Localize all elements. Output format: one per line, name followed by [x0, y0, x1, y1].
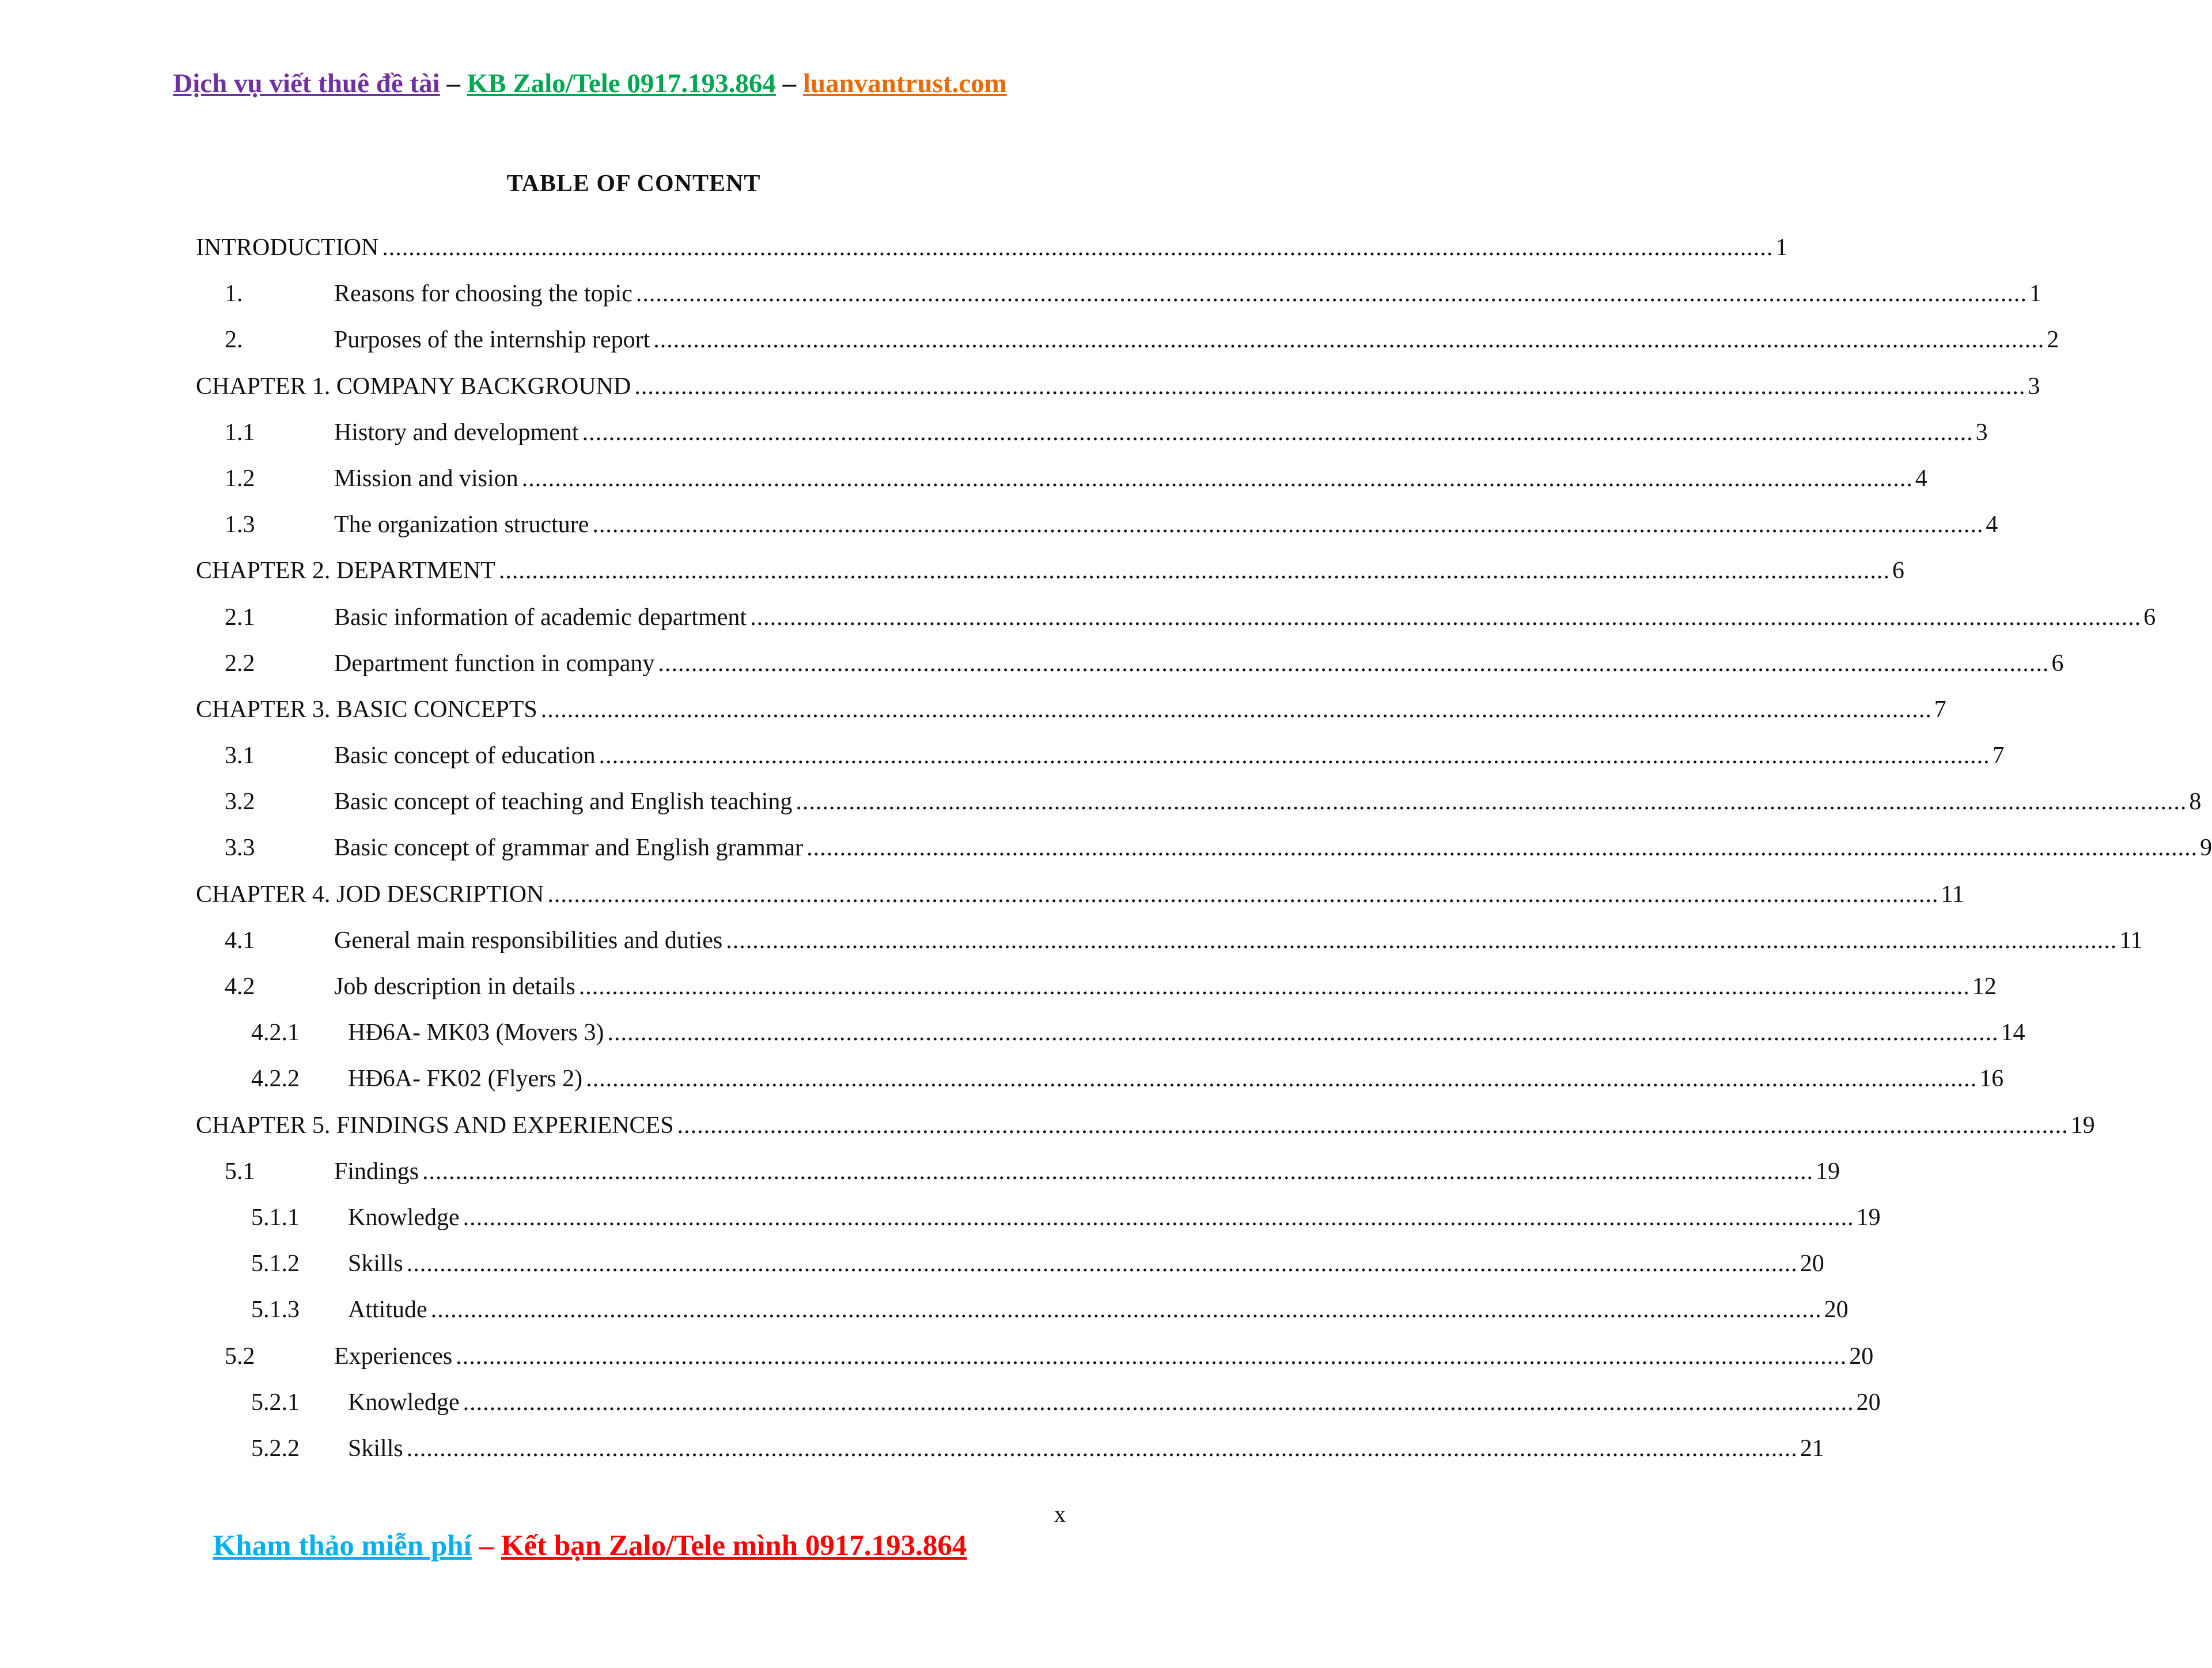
toc-entry-page: 14 — [2001, 1019, 2025, 1047]
toc-entry-page: 3 — [2028, 373, 2040, 400]
toc-entry-page: 11 — [1941, 881, 1964, 908]
toc-dot-leader: .................................................................................................................................................................................................................. — [586, 1066, 1978, 1093]
toc-entry[interactable] — [196, 1014, 2025, 1060]
toc-entry-page: 20 — [1824, 1297, 1849, 1324]
toc-entry-number: 5.2 — [225, 1343, 255, 1370]
toc-entry-title: CHAPTER 2. DEPARTMENT — [196, 558, 495, 585]
header-separator: – — [775, 69, 803, 98]
toc-dot-leader: .................................................................................................................................................................................................................. — [599, 742, 1990, 769]
toc-dot-leader: .................................................................................................................................................................................................................. — [547, 881, 1939, 908]
toc-dot-leader: .................................................................................................................................................................................................................. — [521, 465, 1913, 492]
footer-reference-link[interactable]: Kham thảo miễn phí — [213, 1530, 472, 1562]
toc-entry-number: 5.1.1 — [251, 1204, 300, 1231]
toc-entry-page: 19 — [2070, 1112, 2095, 1139]
toc-entry-title: Knowledge — [348, 1389, 460, 1416]
toc-entry-title: Findings — [334, 1158, 419, 1185]
toc-entry-title: Knowledge — [348, 1204, 460, 1231]
toc-entry[interactable] — [196, 829, 2212, 875]
toc-dot-leader: .................................................................................................................................................................................................................. — [796, 788, 2187, 816]
toc-entry[interactable] — [196, 1107, 2095, 1153]
page-header-banner — [0, 68, 1180, 99]
toc-entry[interactable] — [196, 645, 2064, 691]
toc-entry-title: CHAPTER 1. COMPANY BACKGROUND — [196, 373, 631, 400]
toc-entry-title: INTRODUCTION — [196, 234, 379, 261]
toc-entry[interactable] — [196, 922, 2143, 968]
toc-entry-page: 19 — [1856, 1204, 1881, 1231]
header-contact-link[interactable]: KB Zalo/Tele 0917.193.864 — [467, 69, 776, 98]
toc-entry-page: 21 — [1800, 1435, 1824, 1462]
toc-entry[interactable] — [196, 691, 1946, 737]
toc-dot-leader: .................................................................................................................................................................................................................. — [540, 696, 1932, 723]
toc-dot-leader: .................................................................................................................................................................................................................. — [498, 558, 1890, 585]
toc-entry-number: 4.2.1 — [251, 1019, 300, 1047]
toc-entry-page: 4 — [1915, 465, 1927, 492]
toc-entry-number: 5.1.3 — [251, 1297, 300, 1324]
toc-entry[interactable] — [196, 1430, 1824, 1476]
toc-entry-title: Mission and vision — [334, 465, 518, 492]
footer-contact-link[interactable]: Kết bạn Zalo/Tele mình 0917.193.864 — [501, 1530, 967, 1562]
toc-entry[interactable] — [196, 783, 2202, 829]
toc-entry[interactable] — [196, 275, 2041, 321]
toc-entry-number: 1.2 — [225, 465, 255, 492]
toc-dot-leader: .................................................................................................................................................................................................................. — [463, 1204, 1854, 1231]
toc-entry-title: Attitude — [348, 1297, 427, 1324]
toc-dot-leader: .................................................................................................................................................................................................................. — [677, 1112, 2069, 1139]
toc-entry-page: 2 — [2047, 327, 2059, 354]
page-number-marker: x — [1054, 1501, 1066, 1527]
toc-entry-title: Basic concept of teaching and English teaching — [334, 788, 793, 816]
toc-entry-number: 4.1 — [225, 927, 255, 954]
toc-entry-title: Job description in details — [334, 973, 575, 1000]
toc-entry-page: 3 — [1975, 419, 1988, 446]
toc-entry-page: 16 — [1979, 1066, 2004, 1093]
toc-entry-title: History and development — [334, 419, 579, 446]
toc-entry-title: CHAPTER 4. JOD DESCRIPTION — [196, 881, 544, 908]
toc-dot-leader: .................................................................................................................................................................................................................. — [634, 373, 2026, 400]
toc-entry[interactable] — [196, 1153, 1840, 1199]
toc-entry-title: Experiences — [334, 1343, 453, 1370]
toc-entry[interactable] — [196, 321, 2059, 367]
toc-entry[interactable] — [196, 1384, 1881, 1430]
toc-dot-leader: .................................................................................................................................................................................................................. — [382, 234, 1774, 261]
toc-entry-page: 9 — [2200, 835, 2212, 862]
toc-entry-page: 7 — [1934, 696, 1946, 723]
toc-entry-title: Purposes of the internship report — [334, 327, 650, 354]
toc-dot-leader: .................................................................................................................................................................................................................. — [406, 1435, 1798, 1462]
toc-entry-page: 20 — [1856, 1389, 1881, 1416]
header-website-link[interactable]: luanvantrust.com — [802, 69, 1007, 98]
toc-entry-title: HĐ6A- FK02 (Flyers 2) — [348, 1066, 583, 1093]
toc-entry[interactable] — [196, 1291, 1849, 1337]
toc-dot-leader: .................................................................................................................................................................................................................. — [592, 511, 1984, 539]
toc-entry-page: 1 — [2029, 280, 2041, 308]
toc-entry-title: Basic information of academic department — [334, 604, 747, 631]
toc-entry-page: 12 — [1972, 973, 1997, 1000]
toc-entry[interactable] — [196, 737, 2005, 783]
toc-entry-page: 19 — [1816, 1158, 1840, 1185]
toc-entry[interactable] — [196, 1338, 1874, 1384]
toc-entry-title: Skills — [348, 1435, 403, 1462]
toc-entry-number: 2. — [225, 327, 243, 354]
toc-entry-page: 6 — [1892, 558, 1904, 585]
toc-entry-title: General main responsibilities and duties — [334, 927, 723, 954]
toc-entry-page: 7 — [1992, 742, 2005, 769]
toc-entry[interactable] — [196, 1245, 1824, 1291]
toc-entry[interactable] — [196, 229, 1788, 275]
toc-entry[interactable] — [196, 1060, 2004, 1106]
toc-dot-leader: .................................................................................................................................................................................................................. — [406, 1250, 1798, 1277]
page-footer-banner — [0, 1529, 1180, 1563]
toc-entry-title: Basic concept of grammar and English grammar — [334, 835, 804, 862]
toc-dot-leader: .................................................................................................................................................................................................................. — [463, 1389, 1854, 1416]
toc-dot-leader: .................................................................................................................................................................................................................. — [422, 1158, 1814, 1185]
toc-dot-leader: .................................................................................................................................................................................................................. — [658, 650, 2050, 677]
toc-entry-title: Department function in company — [334, 650, 655, 677]
toc-entry-title: CHAPTER 3. BASIC CONCEPTS — [196, 696, 537, 723]
toc-entry-page: 6 — [2143, 604, 2156, 631]
toc-entry-number: 3.1 — [225, 742, 255, 769]
toc-entry-page: 6 — [2051, 650, 2064, 677]
toc-entry-number: 1.1 — [225, 419, 255, 446]
header-service-link[interactable]: Dịch vụ viết thuê đề tài — [173, 69, 440, 98]
toc-entry-title: HĐ6A- MK03 (Movers 3) — [348, 1019, 604, 1047]
footer-separator: – — [471, 1530, 501, 1562]
toc-entry-number: 3.3 — [225, 835, 255, 862]
toc-dot-leader: .................................................................................................................................................................................................................. — [806, 835, 2198, 862]
toc-entry-number: 5.2.1 — [251, 1389, 300, 1416]
toc-entry-page: 1 — [1775, 234, 1788, 261]
toc-title: TABLE OF CONTENT — [506, 170, 761, 197]
toc-dot-leader: .................................................................................................................................................................................................................. — [582, 419, 1974, 446]
toc-dot-leader: .................................................................................................................................................................................................................. — [635, 280, 2027, 308]
toc-entry[interactable] — [196, 599, 2156, 645]
toc-entry[interactable] — [196, 460, 1927, 506]
toc-entry[interactable] — [196, 876, 1964, 922]
toc-entry-number: 4.2.2 — [251, 1066, 300, 1093]
toc-entry[interactable] — [196, 968, 1997, 1014]
toc-dot-leader: .................................................................................................................................................................................................................. — [653, 327, 2045, 354]
toc-entry-title: Reasons for choosing the topic — [334, 280, 632, 308]
toc-entry-title: Basic concept of education — [334, 742, 596, 769]
toc-entry-number: 2.2 — [225, 650, 255, 677]
toc-dot-leader: .................................................................................................................................................................................................................. — [607, 1019, 1999, 1047]
toc-entry-page: 8 — [2189, 788, 2202, 816]
toc-entry-number: 5.2.2 — [251, 1435, 300, 1462]
toc-entry[interactable] — [196, 368, 2040, 414]
toc-entry-number: 2.1 — [225, 604, 255, 631]
header-separator: – — [440, 69, 467, 98]
toc-entry[interactable] — [196, 552, 1904, 598]
toc-entry-number: 4.2 — [225, 973, 255, 1000]
toc-entry-number: 5.1 — [225, 1158, 255, 1185]
toc-entry-page: 20 — [1800, 1250, 1824, 1277]
toc-entry-page: 11 — [2119, 927, 2143, 954]
toc-entry-page: 20 — [1849, 1343, 1874, 1370]
toc-dot-leader: .................................................................................................................................................................................................................. — [456, 1343, 1847, 1370]
toc-entry-number: 5.1.2 — [251, 1250, 300, 1277]
toc-entry-number: 1.3 — [225, 511, 255, 539]
toc-entry[interactable] — [196, 1199, 1881, 1245]
toc-dot-leader: .................................................................................................................................................................................................................. — [726, 927, 2118, 954]
table-of-contents — [196, 229, 2212, 1476]
toc-entry-number: 1. — [225, 280, 243, 308]
toc-entry[interactable] — [196, 414, 1988, 460]
toc-entry-title: The organization structure — [334, 511, 589, 539]
toc-entry[interactable] — [196, 506, 1998, 552]
toc-entry-title: Skills — [348, 1250, 403, 1277]
toc-dot-leader: .................................................................................................................................................................................................................. — [750, 604, 2142, 631]
toc-entry-number: 3.2 — [225, 788, 255, 816]
toc-dot-leader: .................................................................................................................................................................................................................. — [578, 973, 1970, 1000]
toc-entry-page: 4 — [1986, 511, 1998, 539]
toc-entry-title: CHAPTER 5. FINDINGS AND EXPERIENCES — [196, 1112, 674, 1139]
toc-dot-leader: .................................................................................................................................................................................................................. — [430, 1297, 1822, 1324]
